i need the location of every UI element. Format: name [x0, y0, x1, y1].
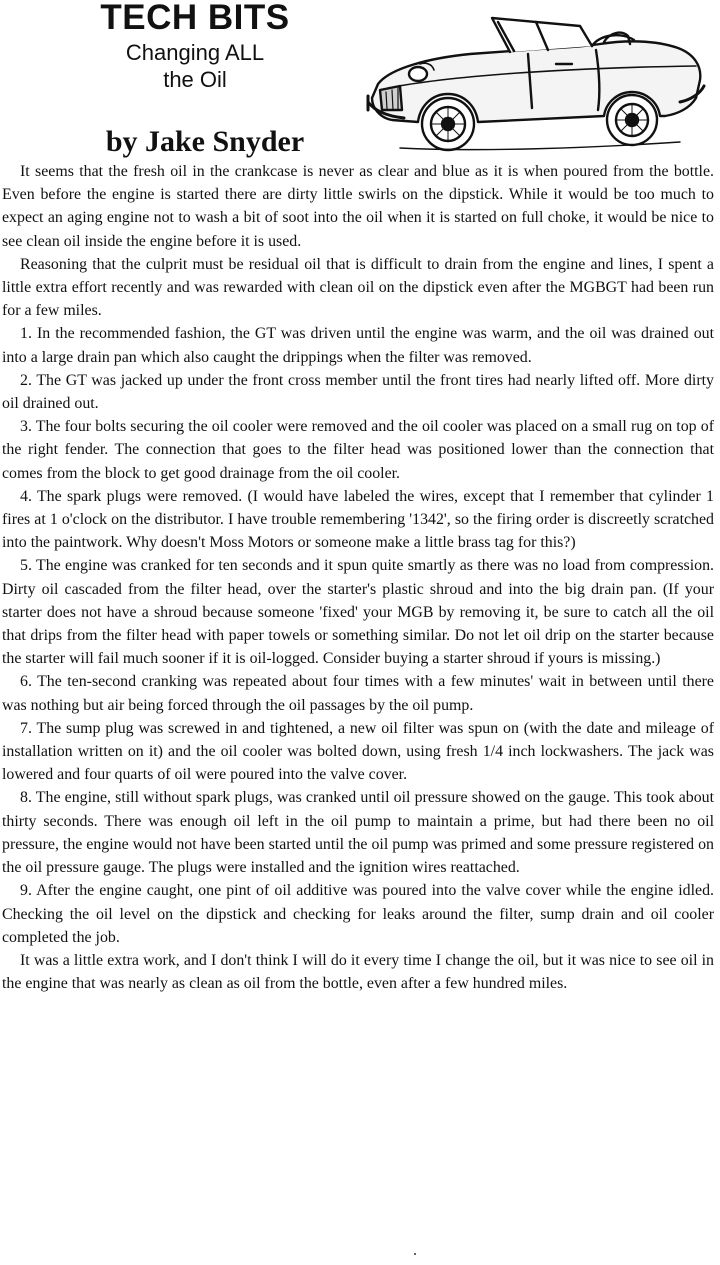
article-paragraph: It seems that the fresh oil in the crankcase is never as clear and blue as it is when poured from the bottle. Even before the engine is started there are dirty little swirls on the dipstick. While it would be too much to expect an aging engine not to wash a bit of soot into the oil when it is started on full choke, it would be nice to see clean oil inside the engine before it is used.	[2, 163, 714, 250]
article-body	[2, 160, 714, 995]
article-paragraph: 8. The engine, still without spark plugs, was cranked until oil pressure showed on the gauge. This took about thirty seconds. There was enough oil left in the oil pump to maintain a prime, but had there been no oil pressure, the engine would not have been started until the oil pump was primed and some pressure registered on the oil pressure gauge. The plugs were installed and the ignition wires reattached.	[2, 789, 714, 877]
subtitle-line-2: the Oil	[163, 67, 227, 92]
scan-speck	[414, 1253, 416, 1255]
article-paragraph: 3. The four bolts securing the oil cooler were removed and the oil cooler was placed on a small rug on top of the right fender. The connection that goes to the filter head was positioned lower than the connection that comes from the block to get good drainage from the oil cooler.	[2, 418, 714, 482]
vintage-roadster-car-icon	[360, 6, 710, 156]
subtitle-line-1: Changing ALL	[125, 40, 265, 65]
header	[60, 0, 330, 93]
page-title: TECH BITS	[100, 0, 290, 37]
article-paragraph: It was a little extra work, and I don't think I will do it every time I change the oil, but it was nice to see oil in the engine that was nearly as clean as oil from the bottle, even after a few hundred miles.	[2, 951, 714, 993]
article-paragraph: 7. The sump plug was screwed in and tightened, a new oil filter was spun on (with the date and mileage of installation written on it) and the oil cooler was bolted down, using fresh 1/4 inch lockwashers. The jack was lowered and four quarts of oil were poured into the valve cover.	[2, 719, 714, 784]
article-paragraph: Reasoning that the culprit must be residual oil that is difficult to drain from the engine and lines, I spent a little extra effort recently and was rewarded with clean oil on the dipstick even after the MGBGT had been run for a few miles.	[2, 255, 714, 320]
author-byline: by Jake Snyder	[105, 125, 305, 158]
article-paragraph: 4. The spark plugs were removed. (I would have labeled the wires, except that I remember that cylinder 1 fires at 1 o'clock on the distributor. I have trouble remembering '1342', so the firing order is discreetly scratched into the paintwork. Why doesn't Moss Motors or someone make a little brass tag for this?)	[2, 487, 714, 552]
article-paragraph: 9. After the engine caught, one pint of oil additive was poured into the valve cover while the engine idled. Checking the oil level on the dipstick and checking for leaks around the filter, sump drain and oil cooler completed the job.	[2, 882, 714, 946]
article-paragraph: 1. In the recommended fashion, the GT was driven until the engine was warm, and the oil was drained out into a large drain pan which also caught the drippings when the filter was removed.	[2, 325, 714, 366]
article-paragraph: 2. The GT was jacked up under the front cross member until the front tires had nearly lifted off. More dirty oil drained out.	[2, 371, 714, 413]
article-paragraph: 5. The engine was cranked for ten seconds and it spun quite smartly as there was no load from compression. Dirty oil cascaded from the filter head, over the starter's plastic shroud and into the big drain pan. (If your starter does not have a shroud because someone 'fixed' your MGB by removing it, be sure to catch all the oil that drips from the filter head with paper towels or something similar. Do not let oil drip on the starter because the starter will fail much sooner if it is oil-logged. Consider buying a starter shroud if yours is missing.)	[2, 557, 714, 668]
article-paragraph: 6. The ten-second cranking was repeated about four times with a few minutes' wait in between until there was nothing but air being forced through the oil passages by the oil pump.	[2, 673, 714, 714]
